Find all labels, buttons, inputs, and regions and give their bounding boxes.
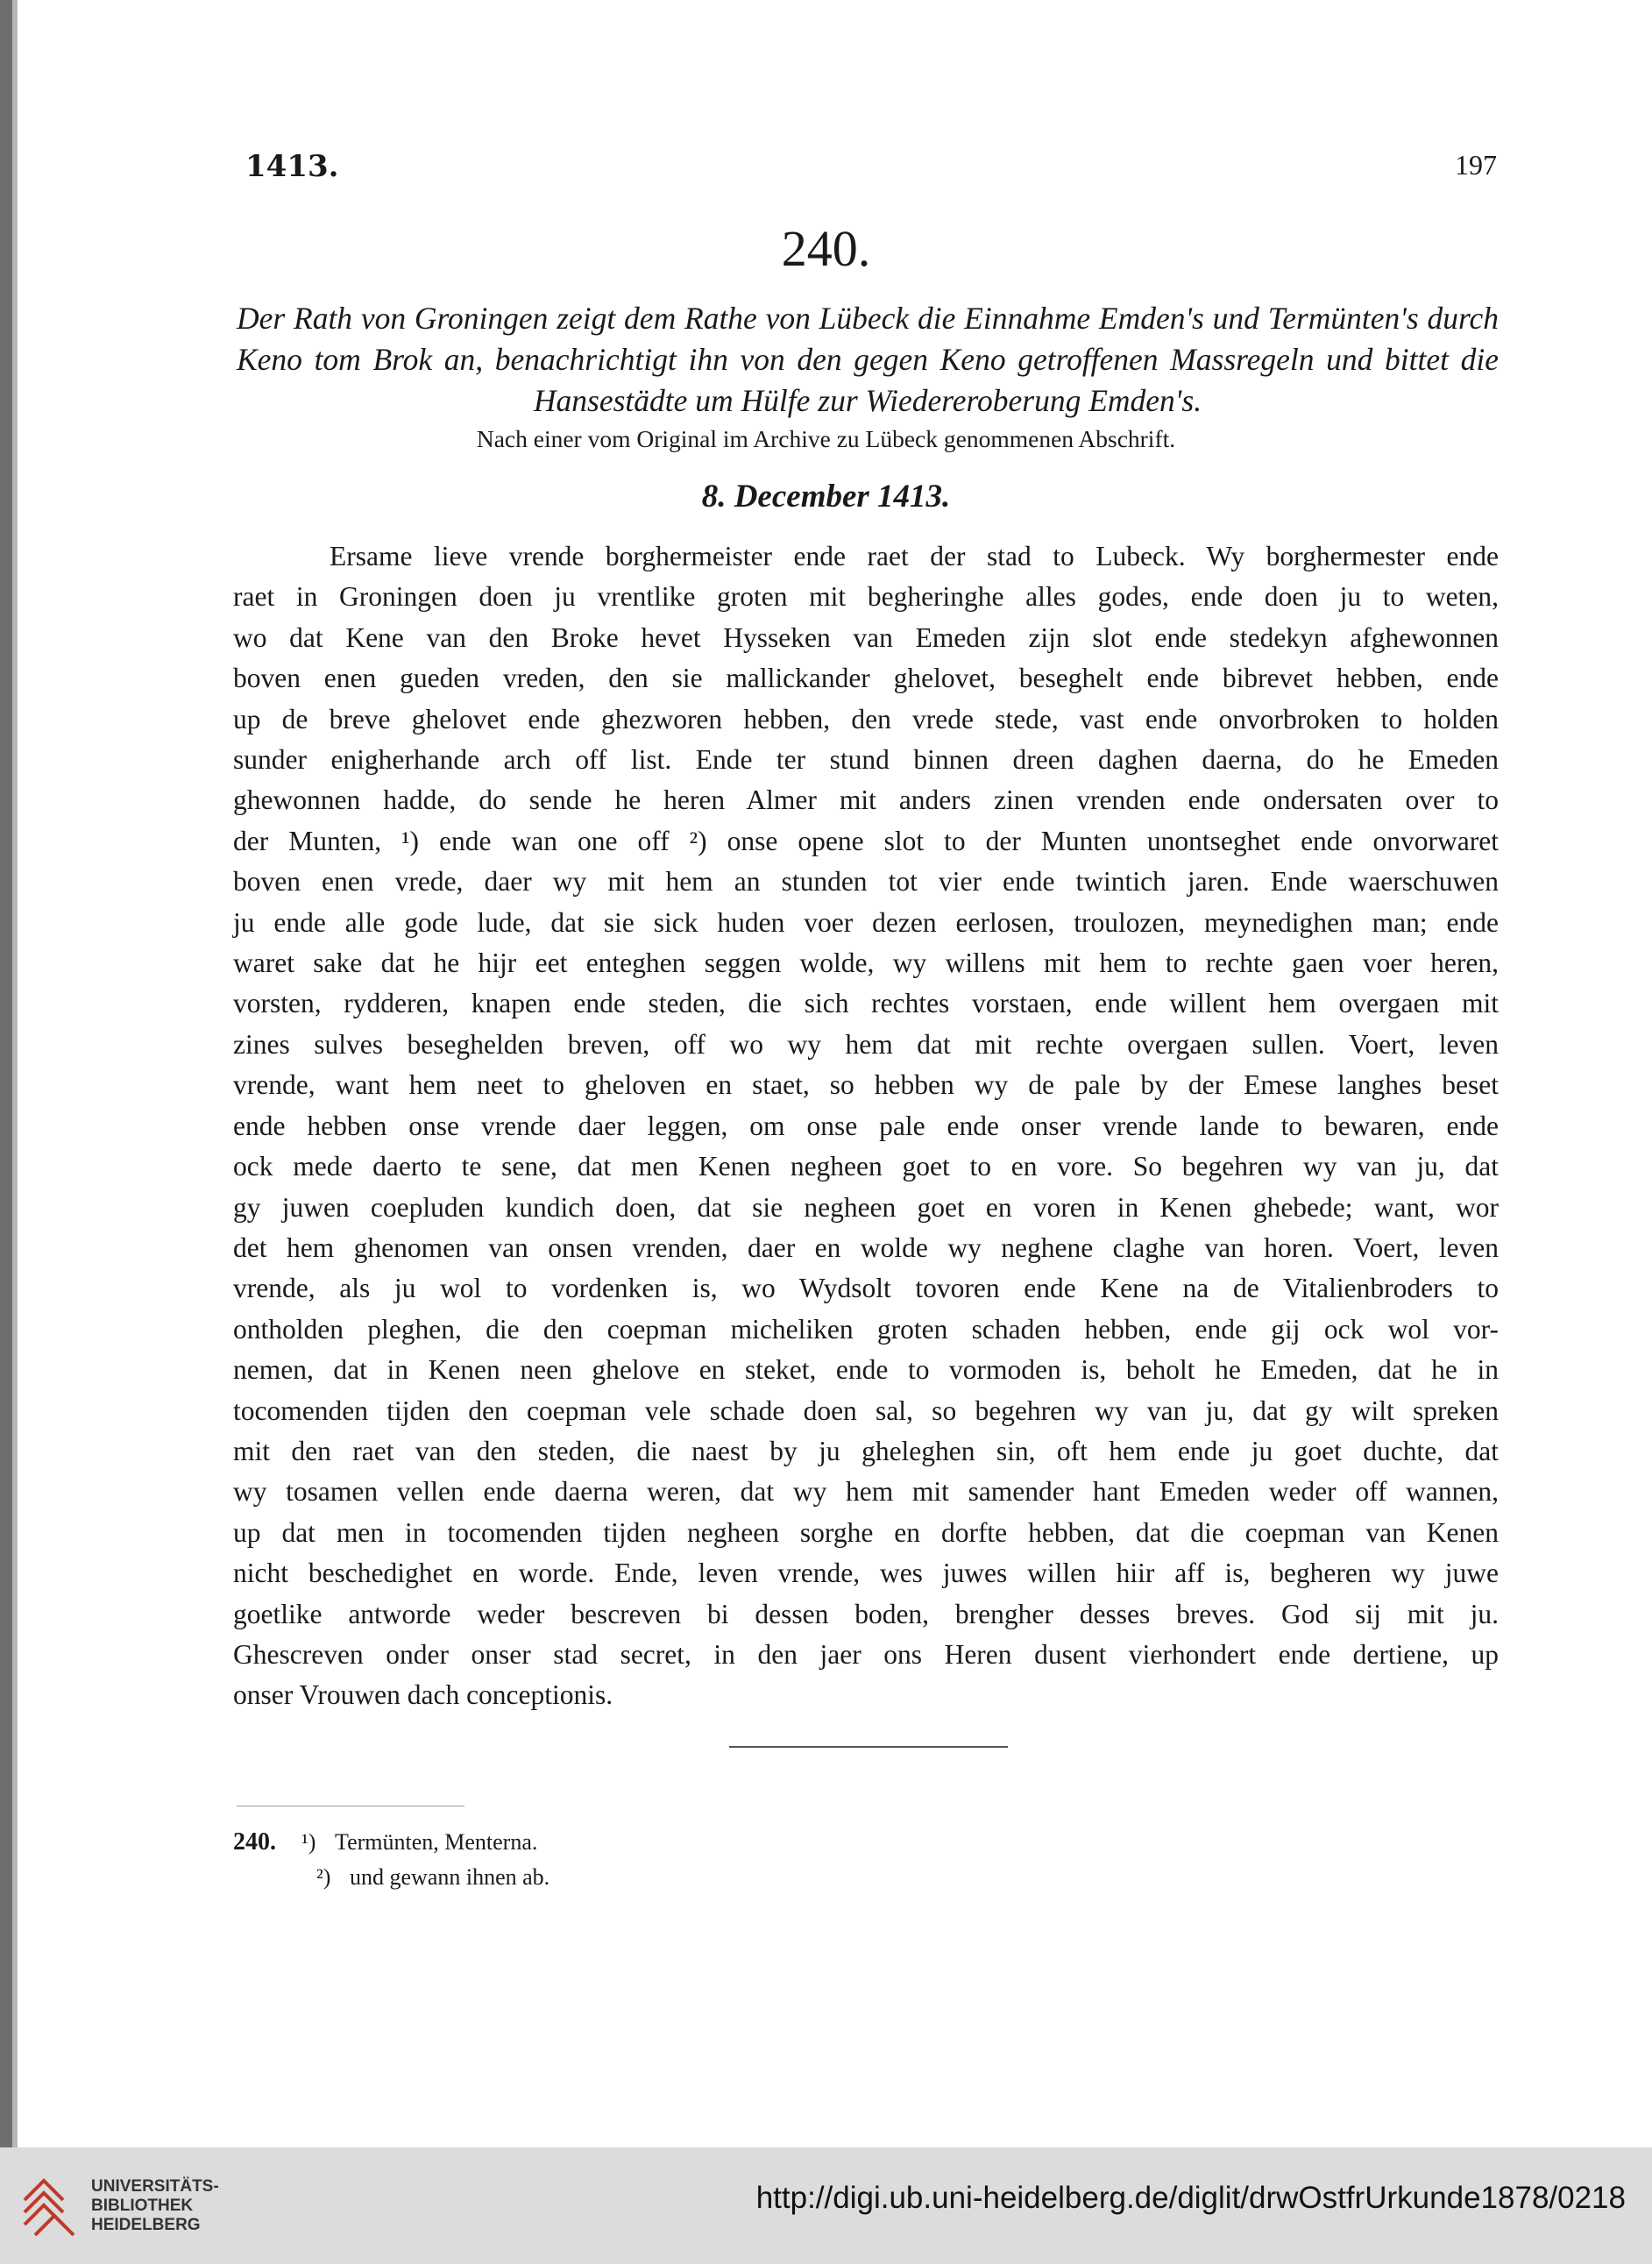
body-line: der Munten, ¹) ende wan one off ²) onse opene slot to der Munten unontseghet ende onvorwaret: [233, 825, 1499, 856]
footnote-text: und gewann ihnen ab.: [350, 1864, 550, 1890]
library-name: [91, 2177, 219, 2235]
body-line: goetlike antworde weder bescreven bi dessen boden, brengher desses breves. God sij mit ju.: [233, 1598, 1499, 1629]
body-line: ock mede daerto te sene, dat men Kenen negheen goet to en vore. So begehren wy van ju, dat: [233, 1151, 1499, 1182]
footnote-2: [233, 1860, 549, 1895]
document-body: [233, 536, 1499, 1716]
permalink-url[interactable]: http://digi.ub.uni-heidelberg.de/diglit/drwOstfrUrkunde1878/0218: [755, 2181, 1626, 2215]
footnote-text: Termünten, Menterna.: [335, 1829, 538, 1855]
body-line: mit den raet van den steden, die naest by ju gheleghen sin, oft hem ende ju goet duchte, dat: [233, 1435, 1499, 1466]
body-line: vrende, want hem neet to gheloven en staet, so hebben wy de pale by der Emese langhes beset: [233, 1069, 1499, 1101]
body-line: Ersame lieve vrende borghermeister ende raet der stad to Lubeck. Wy borghermester ende: [330, 541, 1499, 571]
footnote-mark: ²): [316, 1864, 331, 1890]
footnote-1: [233, 1825, 549, 1860]
body-line: nemen, dat in Kenen neen ghelove en steket, ende to vormoden is, beholt he Emeden, dat he in: [233, 1354, 1499, 1386]
document-summary: [237, 298, 1499, 422]
footnote-doc-ref: 240.: [233, 1828, 276, 1856]
page-number: 197: [1455, 149, 1497, 181]
body-line: vorsten, rydderen, knapen ende steden, die sich rechtes vorstaen, ende willent hem overgaen mit: [233, 988, 1499, 1019]
library-name-line: HEIDELBERG: [91, 2216, 201, 2234]
body-line: onser Vrouwen dach conceptionis.: [233, 1679, 613, 1711]
footer-bar: [0, 2147, 1652, 2264]
scan-page-edge: [0, 0, 12, 2147]
body-line: boven enen vrede, daer wy mit hem an stunden tot vier ende twintich jaren. Ende waerschuwen: [233, 866, 1499, 898]
body-line: Ghescreven onder onser stad secret, in den jaer ons Heren dusent vierhondert ende dertiene, up: [233, 1638, 1499, 1670]
body-line: ontholden pleghen, die den coepman micheliken groten schaden hebben, ende gij ock wol vor-: [233, 1313, 1499, 1345]
body-line: waret sake dat he hijr eet enteghen seggen wolde, wy willens mit hem to rechte gaen voer heren,: [233, 947, 1499, 979]
body-line: up dat men in tocomenden tijden negheen sorghe en dorfte hebben, dat die coepman van Kenen: [233, 1516, 1499, 1548]
summary-line: Keno tom Brok an, benachrichtigt ihn von den gegen Keno getroffenen Massregeln und bittet die: [237, 342, 1499, 377]
section-divider: [729, 1746, 1008, 1748]
library-name-line: BIBLIOTHEK: [91, 2197, 194, 2215]
summary-line: Hansestädte um Hülfe zur Wiedereroberung Emden's.: [533, 383, 1202, 418]
source-note: Nach einer vom Original im Archive zu Lübeck genommenen Abschrift.: [476, 425, 1176, 452]
body-line: tocomenden tijden den coepman vele schade doen sal, so begehren wy van ju, dat gy wilt spreken: [233, 1395, 1499, 1426]
body-line: sunder enigherhande arch off list. Ende ter stund binnen dreen daghen daerna, do he Emeden: [233, 744, 1499, 776]
summary-line: Der Rath von Groningen zeigt dem Rathe von Lübeck die Einnahme Emden's und Termünten's durch: [237, 301, 1499, 336]
body-line: ju ende alle gode lude, dat sie sick huden voer dezen eerlosen, troulozen, meynedighen man; ende: [233, 906, 1499, 938]
body-line: boven enen gueden vreden, den sie mallickander ghelovet, beseghelt ende bibrevet hebben, ende: [233, 663, 1499, 694]
library-logo-icon[interactable]: [18, 2174, 81, 2239]
body-line: wo dat Kene van den Broke hevet Hysseken van Emeden zijn slot ende stedekyn afghewonnen: [233, 621, 1499, 653]
library-name-line: UNIVERSITÄTS-: [91, 2177, 219, 2196]
footnote-mark: ¹): [301, 1829, 316, 1855]
body-line: det hem ghenomen van onsen vrenden, daer en wolde wy neghene claghe van horen. Voert, leven: [233, 1231, 1499, 1263]
body-line: vrende, als ju wol to vordenken is, wo Wydsolt tovoren ende Kene na de Vitalienbroders to: [233, 1273, 1499, 1304]
body-line: ghewonnen hadde, do sende he heren Almer mit anders zinen vrenden ende ondersaten over to: [233, 784, 1499, 816]
document-date: 8. December 1413.: [701, 479, 951, 515]
running-head-year: 1413.: [245, 149, 339, 184]
body-line: up de breve ghelovet ende ghezworen hebben, den vrede stede, vast ende onvorbroken to holden: [233, 703, 1499, 735]
footnotes: [233, 1825, 549, 1895]
body-line: wy tosamen vellen ende daerna weren, dat wy hem mit samender hant Emeden weder off wannen,: [233, 1476, 1499, 1508]
body-line: raet in Groningen doen ju vrentlike groten mit begheringhe alles godes, ende doen ju to weten,: [233, 581, 1499, 613]
scan-page-edge-shadow: [12, 0, 18, 2147]
body-line: gy juwen coepluden kundich doen, dat sie negheen goet en voren in Kenen ghebede; want, wor: [233, 1191, 1499, 1223]
document-number: 240.: [781, 220, 871, 277]
body-line: ende hebben onse vrende daer leggen, om onse pale ende onser vrende lande to bewaren, ende: [233, 1110, 1499, 1141]
body-line: nicht beschedighet en worde. Ende, leven vrende, wes juwes willen hiir aff is, begheren wy juwe: [233, 1558, 1499, 1589]
body-line: zines sulves beseghelden breven, off wo wy hem dat mit rechte overgaen sullen. Voert, leven: [233, 1028, 1499, 1060]
